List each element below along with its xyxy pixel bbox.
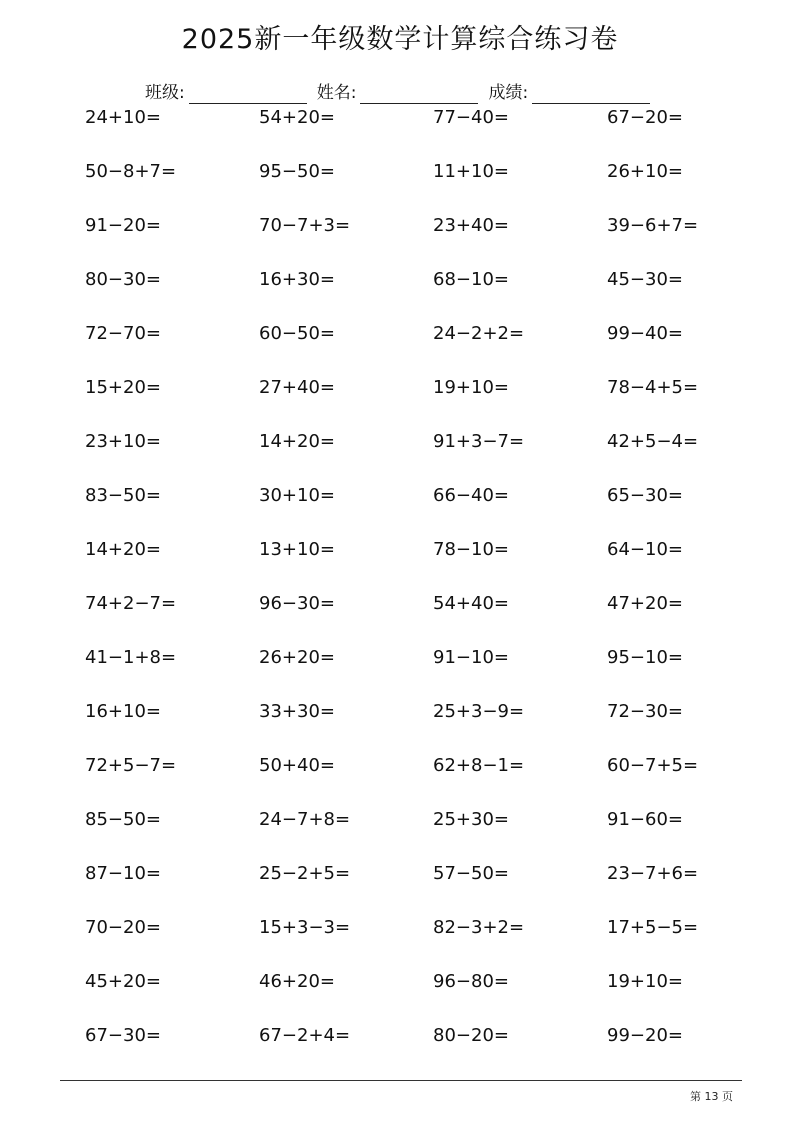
name-label: 姓名: [316,83,357,103]
problem-item: 47+20= [607,593,683,614]
problem-item: 50+40= [259,755,335,776]
problem-item: 57−50= [433,863,509,884]
problem-item: 15+3−3= [259,917,351,938]
problem-item: 67−2+4= [259,1025,351,1046]
problem-item: 91+3−7= [433,431,525,452]
student-info-row [145,80,660,104]
problem-item: 19+10= [607,971,683,992]
problem-item: 16+30= [259,269,335,290]
problem-item: 95−10= [607,647,683,668]
problem-item: 66−40= [433,485,509,506]
problem-item: 50−8+7= [85,161,177,182]
problem-item: 25−2+5= [259,863,351,884]
score-label: 成绩: [488,83,529,103]
problem-item: 87−10= [85,863,161,884]
problem-item: 25+3−9= [433,701,525,722]
problem-item: 91−20= [85,215,161,236]
problem-item: 70−7+3= [259,215,351,236]
problem-item: 74+2−7= [85,593,177,614]
problem-item: 77−40= [433,107,509,128]
problem-item: 42+5−4= [607,431,699,452]
problem-item: 24+10= [85,107,161,128]
problem-item: 23+10= [85,431,161,452]
problem-item: 24−7+8= [259,809,351,830]
problem-item: 96−80= [433,971,509,992]
problem-item: 46+20= [259,971,335,992]
problem-item: 39−6+7= [607,215,699,236]
problem-item: 25+30= [433,809,509,830]
problem-item: 33+30= [259,701,335,722]
problem-item: 70−20= [85,917,161,938]
class-label: 班级: [145,83,185,103]
problem-item: 11+10= [433,161,509,182]
page-number: 第 13 页 [690,1090,733,1103]
problem-item: 99−40= [607,323,683,344]
class-field [145,82,307,104]
problem-item: 72−70= [85,323,161,344]
problem-item: 72+5−7= [85,755,177,776]
problem-item: 62+8−1= [433,755,525,776]
problem-item: 17+5−5= [607,917,699,938]
problem-item: 24−2+2= [433,323,525,344]
problem-item: 27+40= [259,377,335,398]
problem-item: 99−20= [607,1025,683,1046]
problem-grid [85,106,785,1078]
problem-item: 64−10= [607,539,683,560]
footer-divider [60,1080,742,1081]
problem-item: 26+20= [259,647,335,668]
problem-item: 67−20= [607,107,683,128]
problem-item: 14+20= [85,539,161,560]
problem-item: 72−30= [607,701,683,722]
problem-item: 23+40= [433,215,509,236]
name-field [317,82,479,104]
problem-item: 65−30= [607,485,683,506]
problem-item: 45−30= [607,269,683,290]
problem-item: 80−30= [85,269,161,290]
problem-item: 78−10= [433,539,509,560]
score-field [488,82,650,104]
problem-item: 15+20= [85,377,161,398]
problem-item: 85−50= [85,809,161,830]
problem-item: 13+10= [259,539,335,560]
problem-item: 26+10= [607,161,683,182]
problem-item: 95−50= [259,161,335,182]
class-blank-line[interactable] [189,85,307,104]
problem-item: 54+20= [259,107,335,128]
problem-item: 54+40= [433,593,509,614]
problem-item: 68−10= [433,269,509,290]
score-blank-line[interactable] [532,85,650,104]
problem-item: 23−7+6= [607,863,699,884]
problem-item: 91−60= [607,809,683,830]
problem-item: 60−50= [259,323,335,344]
problem-item: 83−50= [85,485,161,506]
problem-item: 19+10= [433,377,509,398]
problem-item: 91−10= [433,647,509,668]
problem-item: 78−4+5= [607,377,699,398]
problem-item: 30+10= [259,485,335,506]
name-blank-line[interactable] [360,85,478,104]
problem-item: 82−3+2= [433,917,525,938]
problem-item: 16+10= [85,701,161,722]
problem-item: 80−20= [433,1025,509,1046]
problem-item: 41−1+8= [85,647,177,668]
problem-item: 96−30= [259,593,335,614]
problem-item: 67−30= [85,1025,161,1046]
page-title: 2025新一年级数学计算综合练习卷 [181,24,619,55]
problem-item: 14+20= [259,431,335,452]
problem-item: 60−7+5= [607,755,699,776]
problem-item: 45+20= [85,971,161,992]
